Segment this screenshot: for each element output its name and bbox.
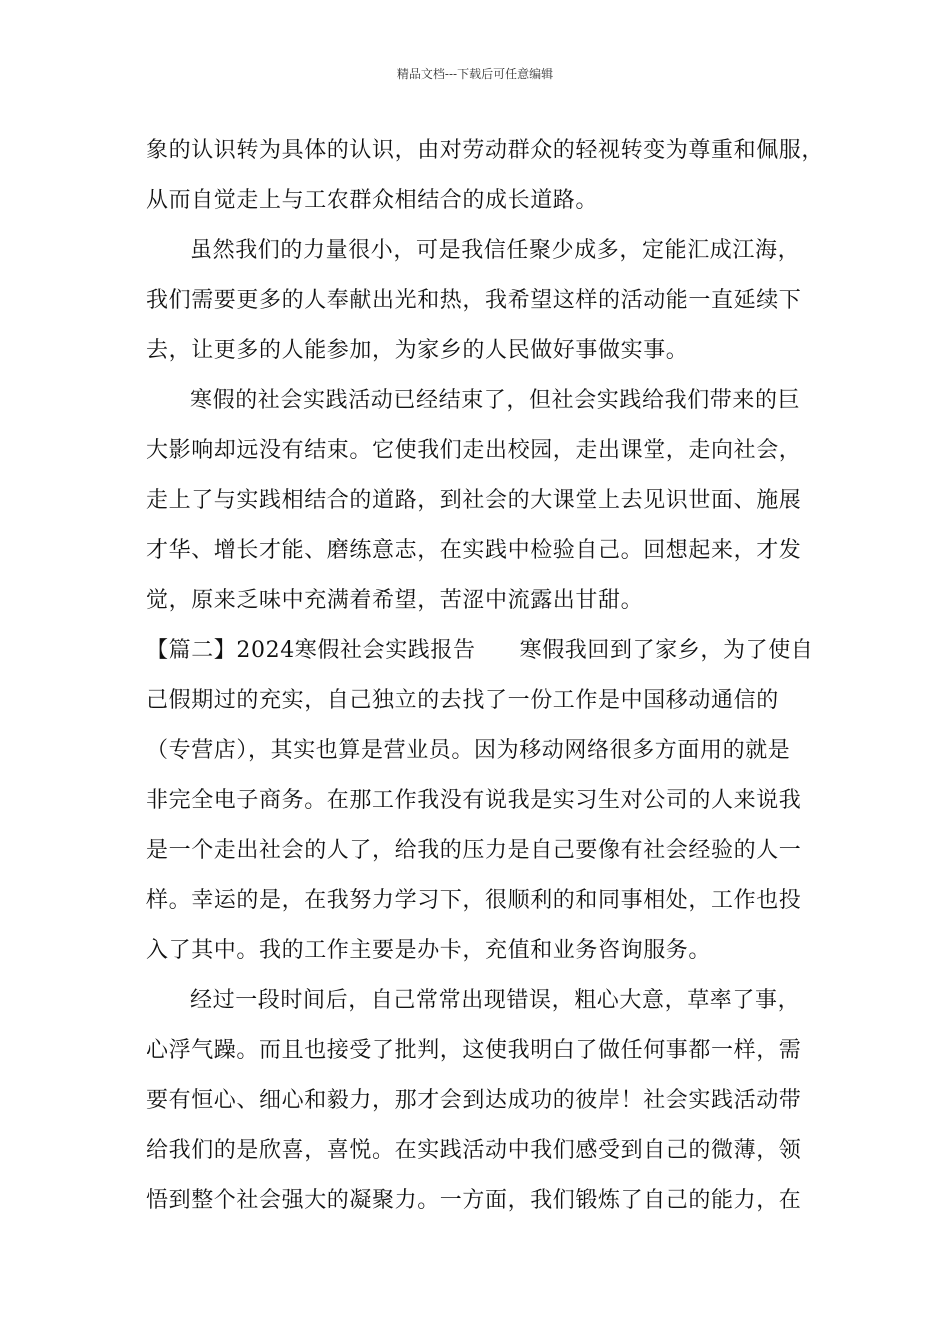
document-body — [146, 126, 825, 1226]
paragraph-start-line: 经过一段时间后，自己常常出现错误，粗心大意，草率了事， — [190, 988, 801, 1013]
text-line: 觉，原来乏味中充满着希望，苦涩中流露出甘甜。 — [146, 588, 644, 613]
text-line: 去，让更多的人能参加，为家乡的人民做好事做实事。 — [146, 338, 689, 363]
text-line: 非完全电子商务。在那工作我没有说我是实习生对公司的人来说我 — [146, 788, 802, 813]
text-line: 象的认识转为具体的认识，由对劳动群众的轻视转变为尊重和佩服， — [146, 138, 825, 163]
text-line: 己假期过的充实，自己独立的去找了一份工作是中国移动通信的 — [146, 688, 779, 713]
text-line: 样。幸运的是，在我努力学习下，很顺利的和同事相处，工作也投 — [146, 888, 802, 913]
text-line: 走上了与实践相结合的道路，到社会的大课堂上去见识世面、施展 — [146, 488, 802, 513]
text-line: 悟到整个社会强大的凝聚力。一方面，我们锻炼了自己的能力，在 — [146, 1188, 802, 1213]
paragraph-start-line: 寒假的社会实践活动已经结束了，但社会实践给我们带来的巨 — [190, 388, 801, 413]
text-line: 大影响却远没有结束。它使我们走出校园，走出课堂，走向社会， — [146, 438, 802, 463]
text-line: 给我们的是欣喜，喜悦。在实践活动中我们感受到自己的微薄，领 — [146, 1138, 802, 1163]
text-line: 心浮气躁。而且也接受了批判，这使我明白了做任何事都一样，需 — [146, 1038, 802, 1063]
section-text: 寒假我回到了家乡，为了使自 — [519, 638, 814, 663]
text-line: 入了其中。我的工作主要是办卡，充值和业务咨询服务。 — [146, 938, 712, 963]
text-line: 才华、增长才能、磨练意志，在实践中检验自己。回想起来，才发 — [146, 538, 802, 563]
section-heading-line — [146, 626, 814, 676]
paragraph-start-line: 虽然我们的力量很小，可是我信任聚少成多，定能汇成江海， — [190, 238, 801, 263]
text-line: 要有恒心、细心和毅力，那才会到达成功的彼岸！社会实践活动带 — [146, 1088, 802, 1113]
text-line: 我们需要更多的人奉献出光和热，我希望这样的活动能一直延续下 — [146, 288, 802, 313]
text-line: （专营店），其实也算是营业员。因为移动网络很多方面用的就是 — [146, 738, 791, 763]
page-header: 精品文档---下载后可任意编辑 — [396, 67, 554, 81]
section-heading: 【篇二】2024寒假社会实践报告 — [146, 638, 476, 663]
text-line: 是一个走出社会的人了，给我的压力是自己要像有社会经验的人一 — [146, 838, 802, 863]
text-line: 从而自觉走上与工农群众相结合的成长道路。 — [146, 188, 599, 213]
